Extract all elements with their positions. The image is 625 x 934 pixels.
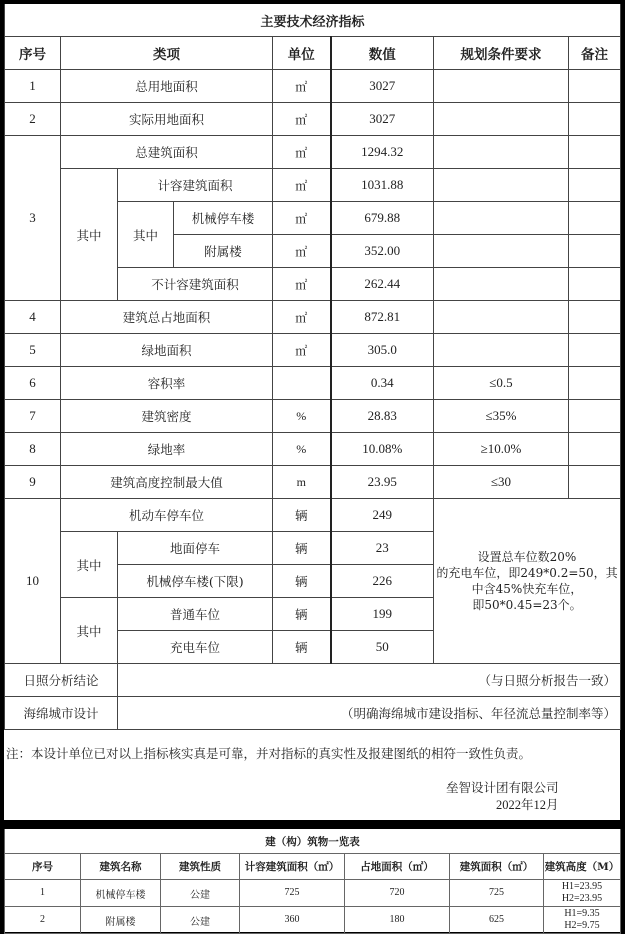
group-label: 其中 <box>118 202 174 268</box>
header-footprint: 占地面积（㎡） <box>345 854 450 880</box>
row-item: 机械停车楼(下限) <box>118 565 273 598</box>
table-row <box>5 499 621 532</box>
row-no: 2 <box>5 103 61 136</box>
table-row <box>5 136 621 169</box>
row-remark <box>569 433 621 466</box>
row-value: 23.95 <box>331 466 434 499</box>
table-row <box>5 301 621 334</box>
row-unit: ㎡ <box>273 103 331 136</box>
row-name: 附属楼 <box>81 907 161 934</box>
table-row <box>5 70 621 103</box>
row-requirement: ≤30 <box>434 466 569 499</box>
table-row <box>5 433 621 466</box>
table-row <box>5 907 621 934</box>
row-value: 23 <box>331 532 434 565</box>
row-unit: 辆 <box>273 565 331 598</box>
row-requirement <box>434 334 569 367</box>
row-requirement <box>434 202 569 235</box>
row-item: 机械停车楼 <box>174 202 273 235</box>
row-value: 10.08% <box>331 433 434 466</box>
table-row <box>5 466 621 499</box>
row-remark <box>569 202 621 235</box>
row-no: 3 <box>5 136 61 301</box>
row-unit: ㎡ <box>273 334 331 367</box>
row-unit: 辆 <box>273 532 331 565</box>
header-height: 建筑高度（M） <box>544 854 621 880</box>
row-unit: ㎡ <box>273 301 331 334</box>
row-item: 建筑高度控制最大值 <box>61 466 273 499</box>
row-footprint: 720 <box>345 880 450 907</box>
row-value: 872.81 <box>331 301 434 334</box>
row-requirement <box>434 169 569 202</box>
row-remark <box>569 334 621 367</box>
row-no: 10 <box>5 499 61 664</box>
requirement-line: 的充电车位，即249*0.2=50，其 <box>436 566 618 580</box>
header-row <box>5 854 621 880</box>
row-no: 1 <box>5 880 81 907</box>
row-remark <box>569 103 621 136</box>
row-unit: 辆 <box>273 598 331 631</box>
row-remark <box>569 367 621 400</box>
row-unit: ㎡ <box>273 268 331 301</box>
row-remark <box>569 235 621 268</box>
height-h2: H2=9.75 <box>564 920 600 931</box>
header-requirement: 规划条件要求 <box>434 37 569 70</box>
row-remark <box>569 268 621 301</box>
group-label: 其中 <box>61 532 118 598</box>
building-list-table <box>4 829 621 934</box>
row-item: 不计容建筑面积 <box>118 268 273 301</box>
table-row <box>5 367 621 400</box>
row-remark <box>569 169 621 202</box>
row-no: 2 <box>5 907 81 934</box>
row-value: 352.00 <box>331 235 434 268</box>
row-no: 7 <box>5 400 61 433</box>
row-nature: 公建 <box>161 907 240 934</box>
row-item: 总用地面积 <box>61 70 273 103</box>
row-nature: 公建 <box>161 880 240 907</box>
row-value: 249 <box>331 499 434 532</box>
row-fa-area: 725 <box>240 880 345 907</box>
row-unit: 辆 <box>273 499 331 532</box>
row-requirement <box>434 136 569 169</box>
table-row <box>5 697 621 730</box>
table-title: 主要技术经济指标 <box>5 4 621 37</box>
row-unit: ㎡ <box>273 202 331 235</box>
row-value: 3027 <box>331 103 434 136</box>
header-no: 序号 <box>5 37 61 70</box>
building-list-sheet <box>4 829 620 932</box>
row-name: 机械停车楼 <box>81 880 161 907</box>
row-item: 普通车位 <box>118 598 273 631</box>
row-item: 地面停车 <box>118 532 273 565</box>
row-item: 机动车停车位 <box>61 499 273 532</box>
row-value: 1294.32 <box>331 136 434 169</box>
parking-requirement <box>434 499 621 664</box>
row-unit: 辆 <box>273 631 331 664</box>
row-requirement <box>434 268 569 301</box>
row-no: 4 <box>5 301 61 334</box>
row-item: 绿地率 <box>61 433 273 466</box>
row-item: 计容建筑面积 <box>118 169 273 202</box>
table-row <box>5 880 621 907</box>
row-unit: m <box>273 466 331 499</box>
row-value: 199 <box>331 598 434 631</box>
row-item: 容积率 <box>61 367 273 400</box>
row-unit: ㎡ <box>273 235 331 268</box>
row-value: 305.0 <box>331 334 434 367</box>
header-value: 数值 <box>331 37 434 70</box>
note-date: 2022年12月 <box>496 798 559 812</box>
sponge-label: 海绵城市设计 <box>5 697 118 730</box>
header-nature: 建筑性质 <box>161 854 240 880</box>
note-text: 注：本设计单位已对以上指标核实真是可靠，并对指标的真实性及报建图纸的相符一致性负责。 <box>6 746 532 761</box>
company-name: 垒智设计团有限公司 <box>446 780 559 795</box>
row-value: 0.34 <box>331 367 434 400</box>
height-h1: H1=23.95 <box>561 881 603 892</box>
table-row <box>5 664 621 697</box>
row-requirement <box>434 70 569 103</box>
row-item: 总建筑面积 <box>61 136 273 169</box>
row-remark <box>569 70 621 103</box>
row-no: 8 <box>5 433 61 466</box>
row-item: 充电车位 <box>118 631 273 664</box>
row-no: 5 <box>5 334 61 367</box>
group-label: 其中 <box>61 598 118 664</box>
row-item: 实际用地面积 <box>61 103 273 136</box>
row-unit <box>273 367 331 400</box>
row-no: 9 <box>5 466 61 499</box>
header-item: 类项 <box>61 37 273 70</box>
row-height <box>544 880 621 907</box>
row-remark <box>569 466 621 499</box>
sunlight-label: 日照分析结论 <box>5 664 118 697</box>
row-item: 绿地面积 <box>61 334 273 367</box>
row-value: 1031.88 <box>331 169 434 202</box>
table-title: 建（构）筑物一览表 <box>5 829 621 854</box>
row-value: 679.88 <box>331 202 434 235</box>
height-h2: H2=23.95 <box>561 893 603 904</box>
row-unit: ㎡ <box>273 169 331 202</box>
header-name: 建筑名称 <box>81 854 161 880</box>
note-section <box>4 727 620 820</box>
row-unit: ㎡ <box>273 136 331 169</box>
row-gross-area: 725 <box>450 880 544 907</box>
row-value: 28.83 <box>331 400 434 433</box>
header-row <box>5 37 621 70</box>
row-item: 建筑总占地面积 <box>61 301 273 334</box>
table-row <box>5 169 621 202</box>
row-item: 附属楼 <box>174 235 273 268</box>
row-fa-area: 360 <box>240 907 345 934</box>
sunlight-value: （与日照分析报告一致） <box>118 664 621 697</box>
header-fa-area: 计容建筑面积（㎡） <box>240 854 345 880</box>
row-remark <box>569 301 621 334</box>
header-remark: 备注 <box>569 37 621 70</box>
requirement-line: 设置总车位数20% <box>477 550 577 564</box>
row-requirement <box>434 103 569 136</box>
row-unit: % <box>273 400 331 433</box>
row-gross-area: 625 <box>450 907 544 934</box>
row-value: 50 <box>331 631 434 664</box>
group-label: 其中 <box>61 169 118 301</box>
indicator-sheet <box>4 4 620 820</box>
header-unit: 单位 <box>273 37 331 70</box>
row-value: 3027 <box>331 70 434 103</box>
row-unit: ㎡ <box>273 70 331 103</box>
sponge-value: （明确海绵城市建设指标、年径流总量控制率等） <box>118 697 621 730</box>
row-remark <box>569 400 621 433</box>
requirement-line: 即50*0.45=23个。 <box>472 598 582 612</box>
row-value: 262.44 <box>331 268 434 301</box>
main-indicator-table <box>4 4 621 730</box>
table-row <box>5 334 621 367</box>
row-requirement: ≥10.0% <box>434 433 569 466</box>
row-remark <box>569 136 621 169</box>
row-value: 226 <box>331 565 434 598</box>
table-row <box>5 400 621 433</box>
row-requirement: ≤0.5 <box>434 367 569 400</box>
row-unit: % <box>273 433 331 466</box>
row-item: 建筑密度 <box>61 400 273 433</box>
row-no: 6 <box>5 367 61 400</box>
table-row <box>5 103 621 136</box>
header-no: 序号 <box>5 854 81 880</box>
row-requirement <box>434 235 569 268</box>
row-requirement: ≤35% <box>434 400 569 433</box>
row-footprint: 180 <box>345 907 450 934</box>
requirement-line: 中含45%快充车位， <box>471 582 583 596</box>
height-h1: H1=9.35 <box>564 908 600 919</box>
row-requirement <box>434 301 569 334</box>
header-gross-area: 建筑面积（㎡） <box>450 854 544 880</box>
row-no: 1 <box>5 70 61 103</box>
row-height <box>544 907 621 934</box>
